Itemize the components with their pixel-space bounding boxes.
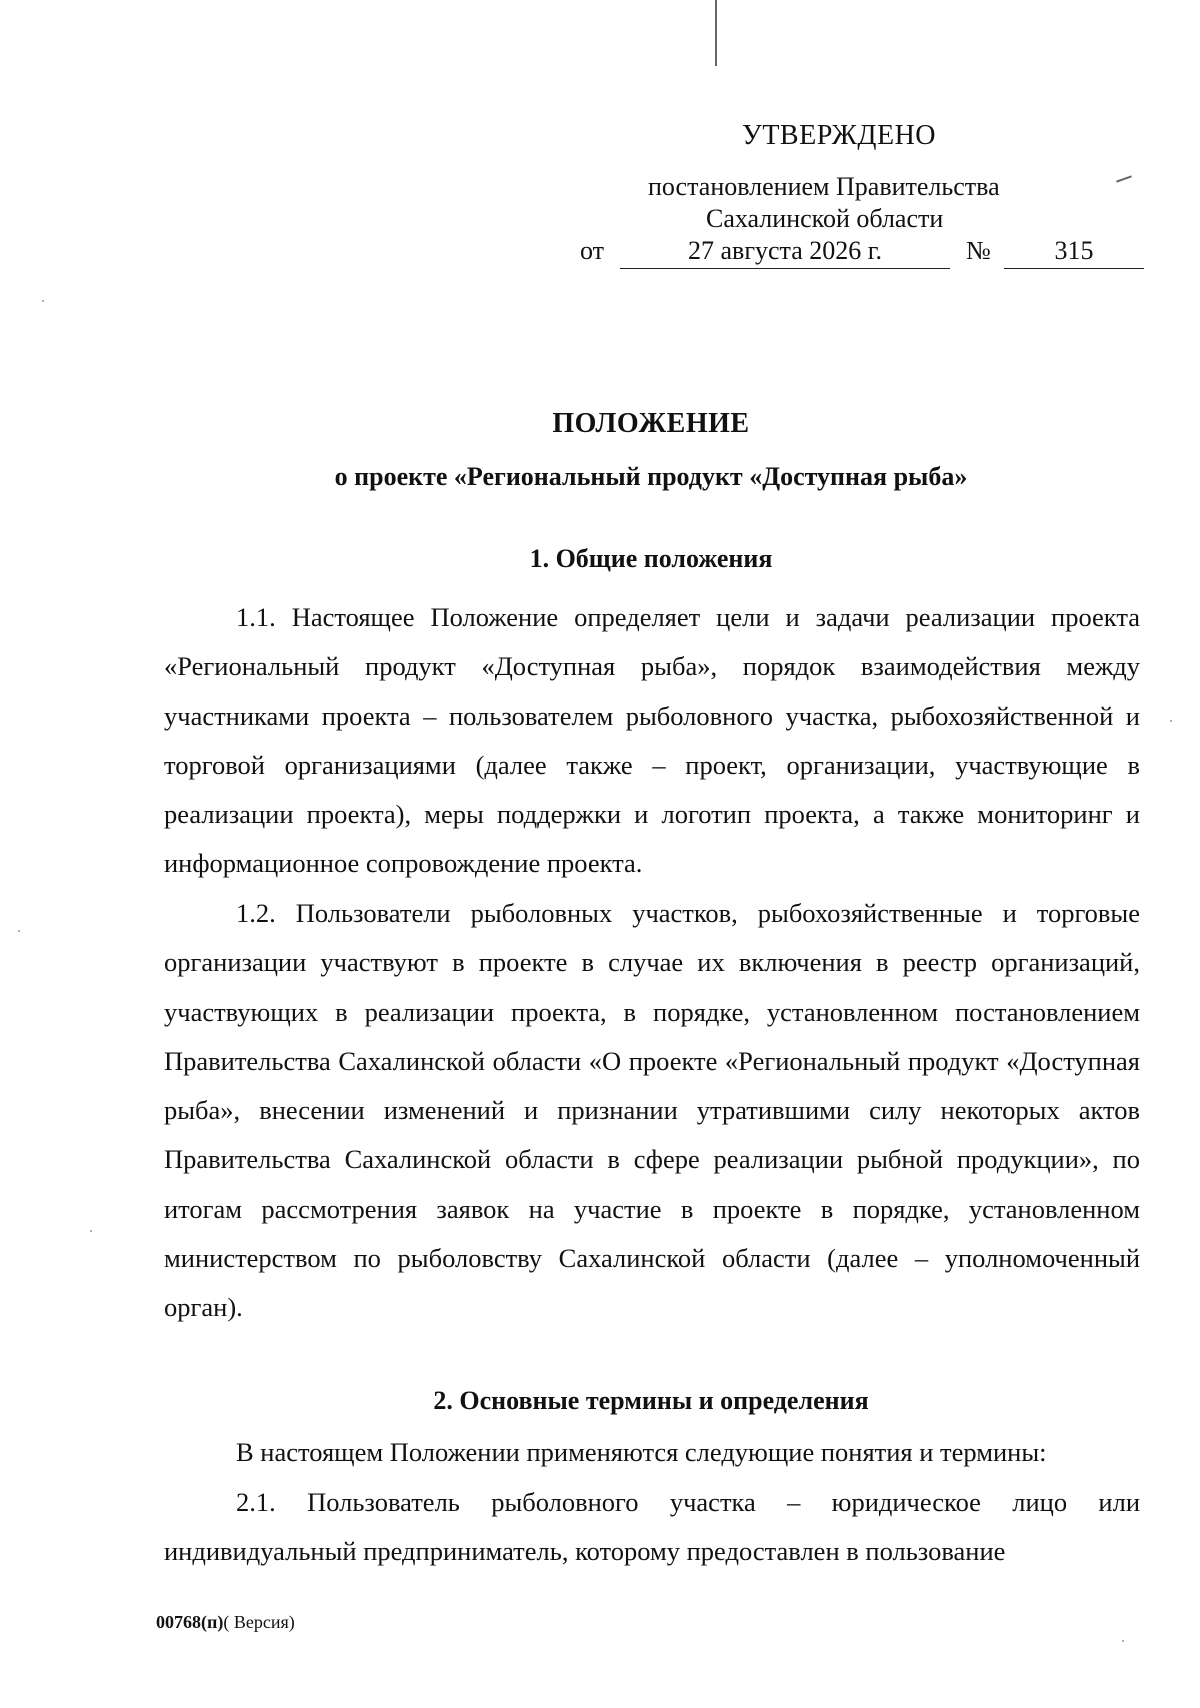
paragraph-2-1: 2.1. Пользователь рыболовного участка – юридическое лицо или индивидуальный предприниматель, которому предоставлен в пользование xyxy=(164,1487,1140,1567)
document-subtitle: о проекте «Региональный продукт «Доступная рыба» xyxy=(334,462,968,491)
paragraph-1-2: 1.2. Пользователи рыболовных участков, рыбохозяйственные и торговые организации участвуют в проекте в случае их включения в реестр организаций, участвующих в реализации проекта, в порядке, установленном постановлением Правительства Сахалинской области «О проекте «Региональный продукт «Доступная рыба», внесении изменений и признании утратившими силу некоторых актов Правительства Сахалинской области в сфере реализации рыбной продукции», по итогам рассмотрения заявок на участие в проекте в порядке, установленном министерством по рыболовству Сахалинской области (далее – уполномоченный орган). xyxy=(164,898,1140,1323)
section-1-heading: 1. Общие положения xyxy=(529,544,773,573)
approval-date: 27 августа 2026 г. xyxy=(620,236,950,269)
section-2-intro: В настоящем Положении применяются следующие понятия и термины: xyxy=(236,1437,1047,1467)
scan-edge-mark xyxy=(715,0,717,66)
approved-region-line: Сахалинской области xyxy=(706,204,944,233)
document-version: ( Версия) xyxy=(223,1612,295,1632)
section-2-heading: 2. Основные термины и определения xyxy=(433,1386,869,1415)
scan-dot xyxy=(90,1230,92,1232)
scan-smudge xyxy=(1116,175,1132,182)
number-prefix: № xyxy=(966,236,991,265)
approved-title: УТВЕРЖДЕНО xyxy=(742,120,937,151)
date-prefix: от xyxy=(580,236,605,265)
document-footer xyxy=(156,1612,295,1633)
paragraph-1-1: 1.1. Настоящее Положение определяет цели и задачи реализации проекта «Региональный продукт «Доступная рыба», порядок взаимодействия между участниками проекта – пользователем рыболовного участка, рыбохозяйственной и торговой организациями (далее также – проект, организации, участвующие в реализации проекта), меры поддержки и логотип проекта, а также мониторинг и информационное сопровождение проекта. xyxy=(164,602,1140,879)
scan-dot xyxy=(18,930,20,932)
document-title: ПОЛОЖЕНИЕ xyxy=(552,408,750,439)
scan-dot xyxy=(1170,720,1172,722)
approved-by-line: постановлением Правительства xyxy=(648,172,1000,201)
document-code: 00768(п) xyxy=(156,1612,224,1632)
scan-dot xyxy=(1122,1640,1124,1642)
scan-dot xyxy=(42,300,44,302)
approval-date-row xyxy=(570,236,1145,270)
approval-number: 315 xyxy=(1004,236,1144,269)
